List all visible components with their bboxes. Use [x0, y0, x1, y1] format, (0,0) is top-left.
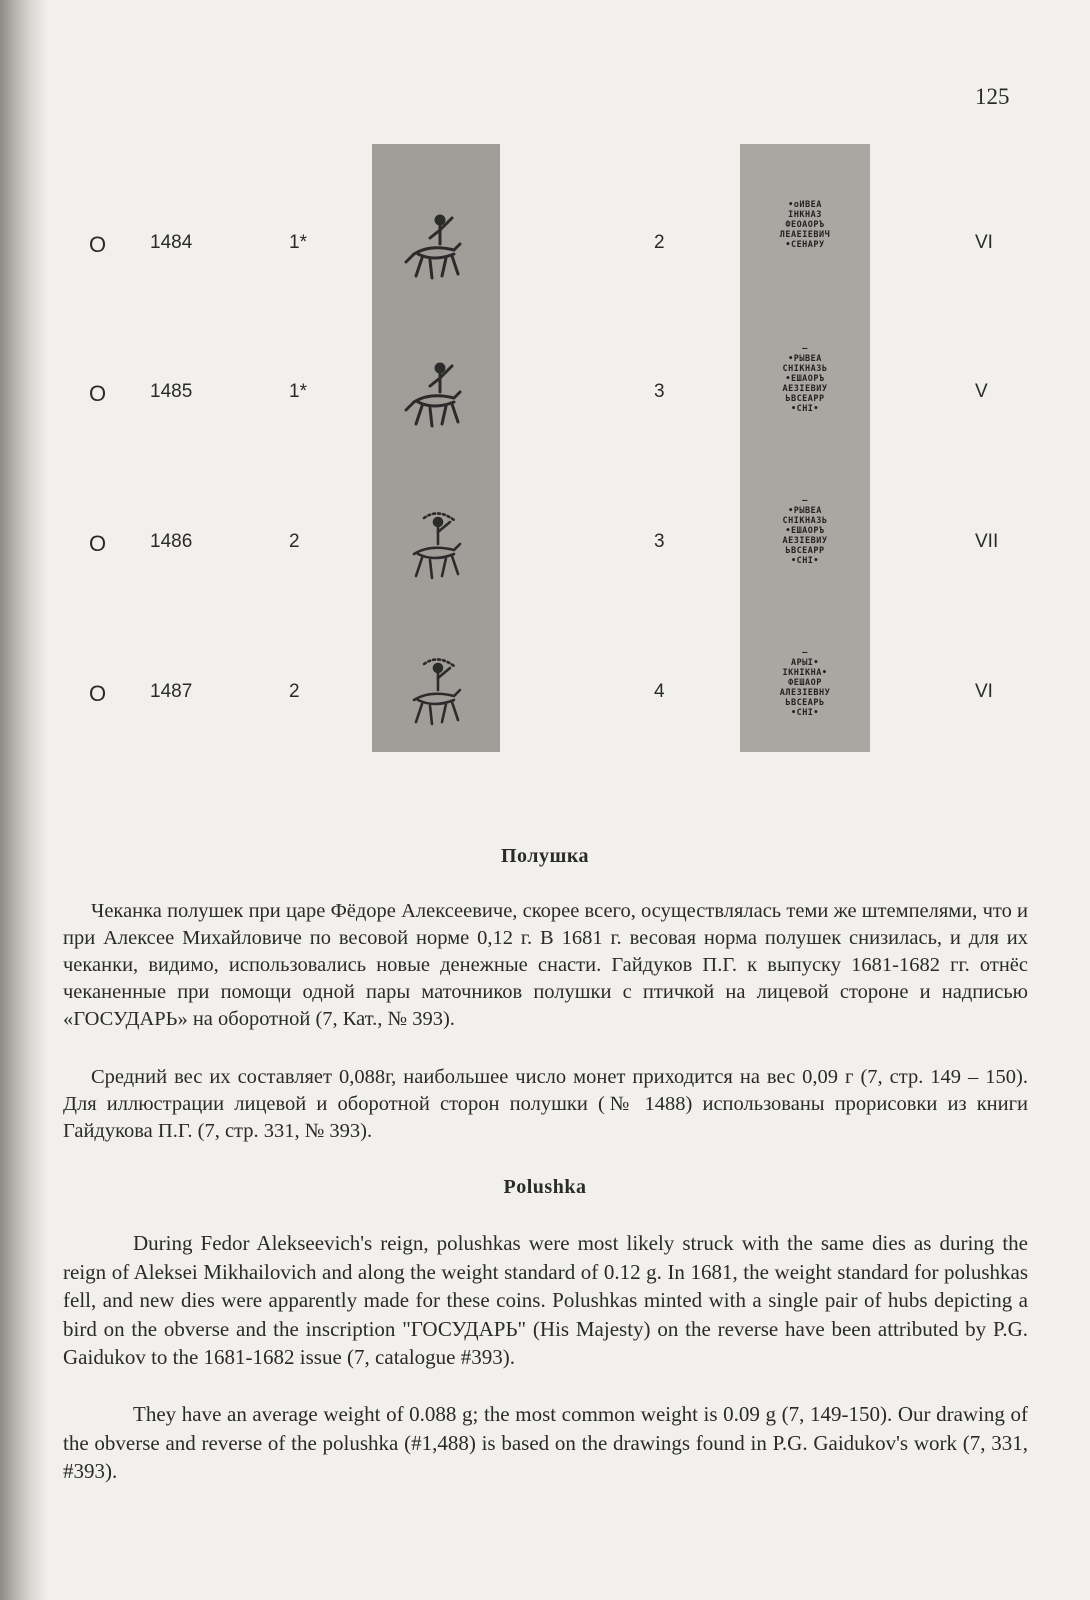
table-row [0, 381, 1090, 531]
table-row [0, 681, 1090, 831]
rarity: V [975, 381, 988, 402]
english-section-heading: Polushka [503, 1176, 587, 1198]
row-letter: О [89, 681, 107, 706]
inscription-line: •ЕШАОРЪ [785, 526, 825, 536]
inscription-line: •оИВЕА [788, 200, 822, 210]
catalog-number: 1485 [150, 381, 193, 402]
inscription-line: АЕЗIЕВИУ [782, 384, 828, 394]
inscription-line: — [802, 648, 808, 658]
page-number: 125 [975, 84, 1010, 109]
row-letter: О [89, 381, 107, 406]
inscription-line: •РЫВЕА [788, 354, 822, 364]
inscription-line: СНIКНАЗЬ [782, 516, 828, 526]
rider-on-horse-drawing [400, 510, 470, 590]
inscription-line: •ЕШАОРЪ [785, 374, 825, 384]
inscription-line: •СНI• [790, 708, 820, 718]
reverse-inscription [760, 496, 850, 566]
russian-section-heading: Полушка [500, 845, 590, 867]
reverse-variant: 2 [654, 232, 665, 253]
catalog-number: 1484 [150, 232, 193, 253]
row-letter: О [89, 531, 107, 556]
reverse-inscription [760, 344, 850, 414]
inscription-line: ФЕШАОР [788, 678, 822, 688]
inscription-line: АЛЕЗIЕВНУ [779, 688, 831, 698]
inscription-line: АРЫI• [790, 658, 820, 668]
russian-paragraph-2: Средний вес их составляет 0,088г, наибольшее число монет приходится на вес 0,09 г (7, стр. 149 – 150). Для иллюстрации лицевой и оборотной сторон полушки (№ 1488) использованы прорисовки из книги Гайдукова П.Г. (7, стр. 331, № 393). [63, 1066, 1028, 1142]
obverse-variant: 2 [289, 681, 300, 702]
inscription-line: •СНI• [790, 556, 820, 566]
catalog-number: 1487 [150, 681, 193, 702]
inscription-line: IНКНАЗ [788, 210, 822, 220]
catalog-number: 1486 [150, 531, 193, 552]
rider-on-horse-drawing [400, 656, 470, 736]
table-row [0, 232, 1090, 382]
inscription-line: ФЕОАОРЪ [785, 220, 825, 230]
obverse-variant: 2 [289, 531, 300, 552]
inscription-line: •РЫВЕА [788, 506, 822, 516]
reverse-inscription [760, 200, 850, 250]
english-paragraph-2: They have an average weight of 0.088 g; the most common weight is 0.09 g (7, 149-150). Our drawing of the obverse and reverse of the polushka (#1,488) is based on the drawings found in P.G. Gaidukov's work (7, 331, #393). [63, 1402, 1028, 1483]
rider-on-horse-drawing [400, 210, 470, 290]
inscription-line: ЬВСЕАРР [785, 394, 825, 404]
inscription-line: ЬВСЕАРЬ [785, 698, 825, 708]
inscription-line: IКНIКНА• [782, 668, 828, 678]
obverse-variant: 1* [289, 232, 307, 253]
reverse-variant: 3 [654, 381, 665, 402]
reverse-inscription [760, 648, 850, 718]
inscription-line: СНIКНАЗЬ [782, 364, 828, 374]
obverse-variant: 1* [289, 381, 307, 402]
row-letter: О [89, 232, 107, 257]
inscription-line: •СЕНАРУ [785, 240, 825, 250]
inscription-line: — [802, 344, 808, 354]
rider-on-horse-drawing [400, 358, 470, 438]
table-row [0, 531, 1090, 681]
reverse-variant: 3 [654, 531, 665, 552]
reverse-variant: 4 [654, 681, 665, 702]
inscription-line: •СНI• [790, 404, 820, 414]
inscription-line: — [802, 496, 808, 506]
rarity: VI [975, 232, 993, 253]
english-paragraph-1: During Fedor Alekseevich's reign, polushkas were most likely struck with the same dies as during the reign of Aleksei Mikhailovich and along the weight standard of 0.12 g. In 1681, the weight standard for polushkas fell, and new dies were apparently made for these coins. Polushkas minted with a single pair of hubs depicting a bird on the obverse and the inscription "ГОСУДАРЬ" (His Majesty) on the reverse have been attributed by P.G. Gaidukov to the 1681-1682 issue (7, catalogue #393). [63, 1231, 1028, 1369]
rarity: VI [975, 681, 993, 702]
rarity: VII [975, 531, 999, 552]
inscription-line: ЬВСЕАРР [785, 546, 825, 556]
inscription-line: ЛЕАЕIЕВИЧ [779, 230, 831, 240]
inscription-line: АЕЗIЕВИУ [782, 536, 828, 546]
russian-paragraph-1: Чеканка полушек при царе Фёдоре Алексеевиче, скорее всего, осуществлялась теми же штемпелями, что и при Алексее Михайловиче по весовой норме 0,12 г. В 1681 г. весовая норма полушек снизилась, и для их чеканки, видимо, использовались новые денежные снасти. Гайдуков П.Г. к выпуску 1681-1682 гг. отнёс чеканенные при помощи одной пары маточников полушки с птичкой на лицевой стороне и надписью «ГОСУДАРЬ» на оборотной (7, Кат., № 393). [63, 900, 1028, 1030]
